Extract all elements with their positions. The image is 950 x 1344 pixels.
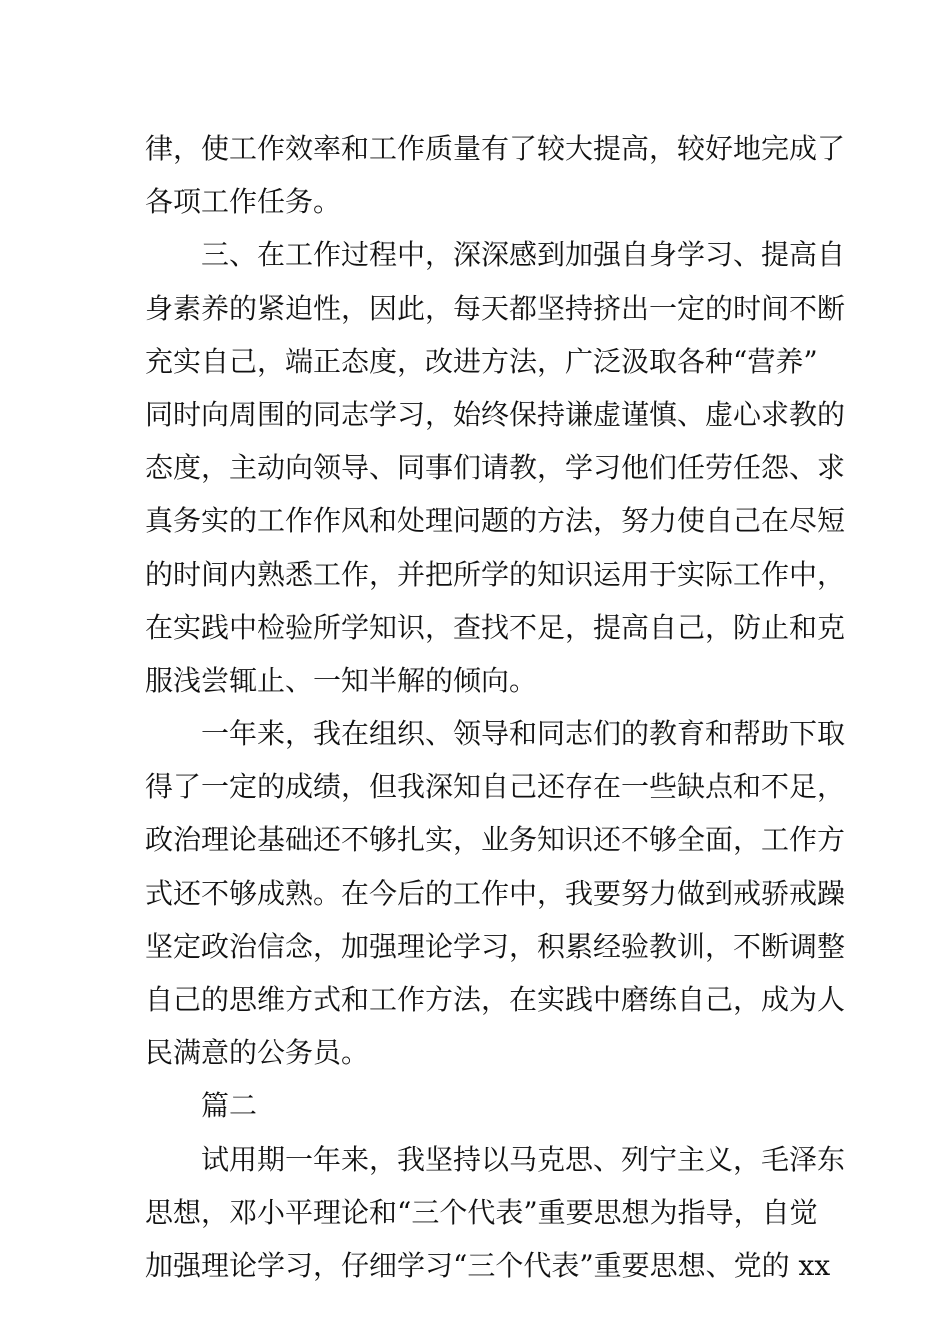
- text-line: 服浅尝辄止、一知半解的倾向。: [145, 663, 538, 697]
- text-line: 态度，主动向领导、同事们请教，学习他们任劳任怨、求: [145, 451, 846, 485]
- text-line: 身素养的紧迫性，因此，每天都坚持挤出一定的时间不断: [145, 291, 846, 325]
- text-line: 在实践中检验所学知识，查找不足，提高自己，防止和克: [145, 610, 846, 644]
- text-line: 各项工作任务。: [145, 185, 342, 219]
- text-line: 自己的思维方式和工作方法，在实践中磨练自己，成为人: [145, 983, 846, 1016]
- document-body: [145, 122, 846, 1292]
- text-line: 充实自己，端正态度，改进方法，广泛汲取各种“营养”: [145, 344, 818, 378]
- text-line: 律，使工作效率和工作质量有了较大提高，较好地完成了: [145, 132, 846, 165]
- paragraph-start-line: 三、在工作过程中，深深感到加强自身学习、提高自: [201, 238, 846, 272]
- text-line: 同时向周围的同志学习，始终保持谦虚谨慎、虚心求教的: [145, 397, 846, 431]
- text-line: 政治理论基础还不够扎实，业务知识还不够全面，工作方: [145, 823, 846, 857]
- text-line: 民满意的公务员。: [145, 1036, 370, 1070]
- text-line: 加强理论学习，仔细学习“三个代表”重要思想、党的 xx: [145, 1248, 831, 1282]
- section-heading: 篇二: [201, 1089, 258, 1123]
- text-line: 式还不够成熟。在今后的工作中，我要努力做到戒骄戒躁: [145, 876, 846, 910]
- text-line: 思想，邓小平理论和“三个代表”重要思想为指导，自觉: [145, 1195, 818, 1229]
- paragraph-start-line: 一年来，我在组织、领导和同志们的教育和帮助下取: [201, 717, 846, 751]
- text-line: 得了一定的成绩，但我深知自己还存在一些缺点和不足，: [145, 770, 846, 804]
- paragraph-start-line: 试用期一年来，我坚持以马克思、列宁主义，毛泽东: [201, 1142, 846, 1176]
- text-line: 的时间内熟悉工作，并把所学的知识运用于实际工作中，: [145, 557, 846, 591]
- text-line: 坚定政治信念，加强理论学习，积累经验教训，不断调整: [145, 929, 846, 963]
- text-line: 真务实的工作作风和处理问题的方法，努力使自己在尽短: [145, 504, 846, 538]
